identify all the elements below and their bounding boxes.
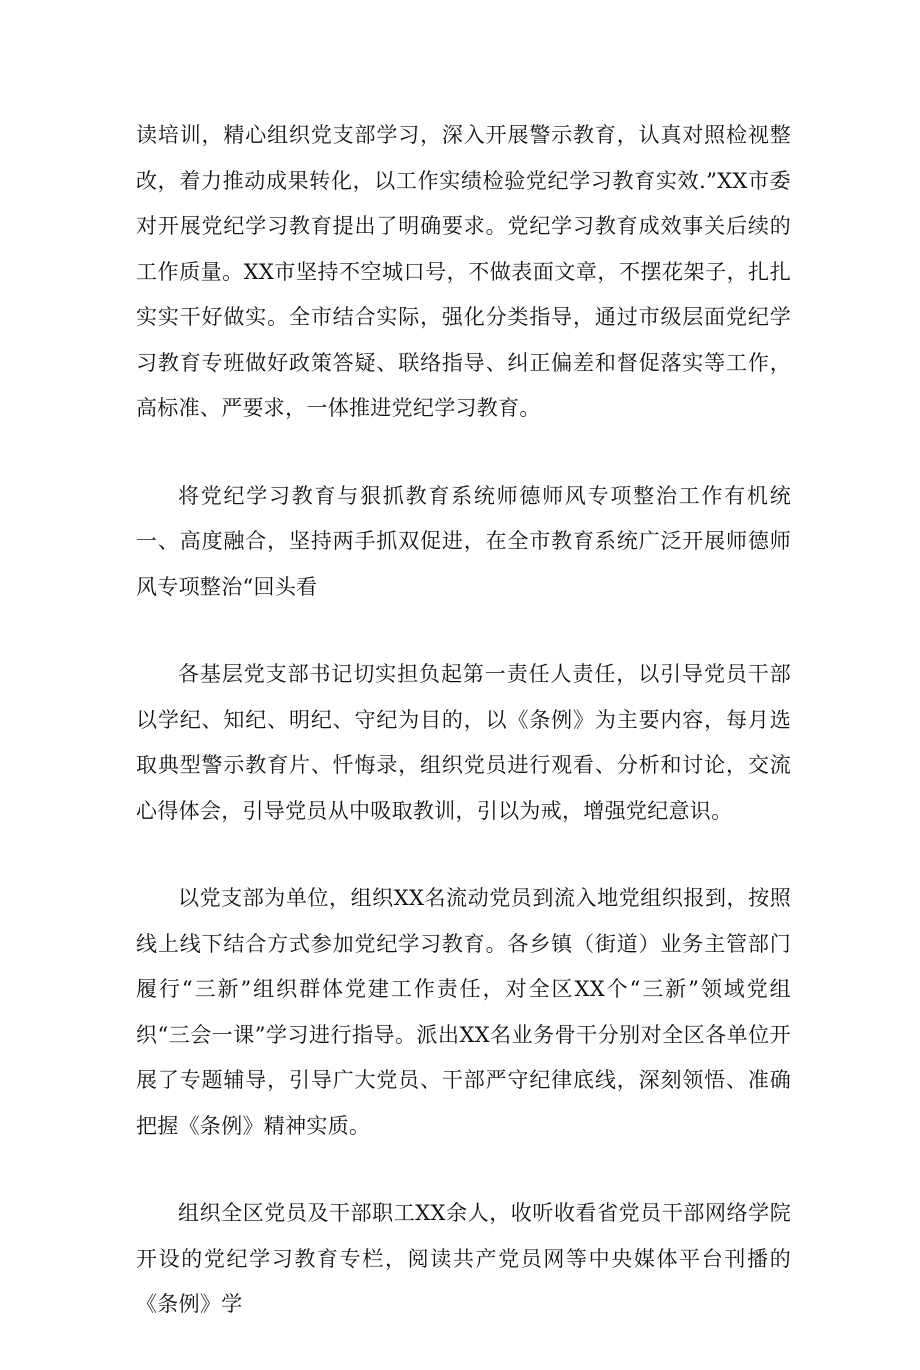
paragraph-4: 以党支部为单位，组织XX名流动党员到流入地党组织报到，按照线上线下结合方式参加党纪学习教育。各乡镇（街道）业务主管部门履行“三新”组织群体党建工作责任，对全区XX个“三新”领域党组织“三会一课”学习进行指导。派出XX名业务骨干分别对全区各单位开展了专题辅导，引导广大党员、干部严守纪律底线，深刻领悟、准确把握《条例》精神实质。 [136, 886, 791, 1138]
paragraph-2: 将党纪学习教育与狠抓教育系统师德师风专项整治工作有机统一、高度融合，坚持两手抓双促进，在全市教育系统广泛开展师德师风专项整治“回头看 [136, 483, 791, 599]
paragraph-5: 组织全区党员及干部职工XX余人，收听收看省党员干部网络学院开设的党纪学习教育专栏，阅读共产党员网等中央媒体平台刊播的《条例》学 [136, 1201, 791, 1316]
paragraph-3: 各基层党支部书记切实担负起第一责任人责任，以引导党员干部以学纪、知纪、明纪、守纪为目的，以《条例》为主要内容，每月选取典型警示教育片、忏悔录，组织党员进行观看、分析和讨论，交流心得体会，引导党员从中吸取教训，引以为戒，增强党纪意识。 [136, 662, 791, 823]
document-body [136, 113, 791, 1370]
paragraph-1: 读培训，精心组织党支部学习，深入开展警示教育，认真对照检视整改，着力推动成果转化，以工作实绩检验党纪学习教育实效.”XX市委对开展党纪学习教育提出了明确要求。党纪学习教育成效事关后续的工作质量。XX市坚持不空城口号，不做表面文章，不摆花架子，扎扎实实干好做实。全市结合实际，强化分类指导，通过市级层面党纪学习教育专班做好政策答疑、联络指导、纠正偏差和督促落实等工作，高标准、严要求，一体推进党纪学习教育。 [136, 123, 791, 420]
